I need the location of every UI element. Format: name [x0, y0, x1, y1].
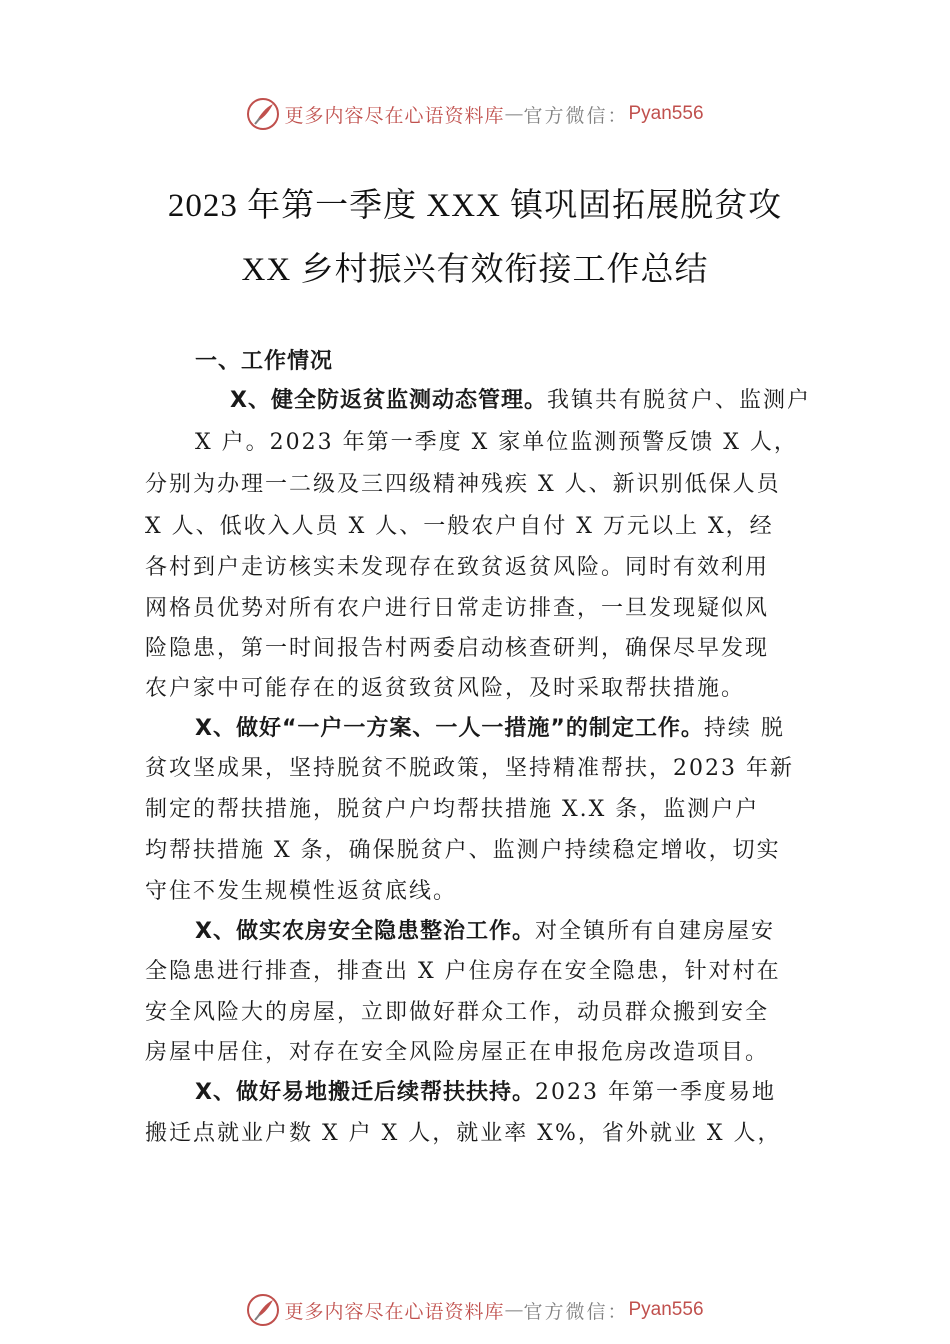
watermark-dash: — [504, 103, 524, 125]
body-line: X、做实农房安全隐患整治工作。对全镇所有自建房屋安 [195, 919, 775, 944]
body-line: 搬迁点就业户数 X 户 X 人，就业率 X%，省外就业 X 人， [145, 1121, 782, 1146]
watermark-label: 官方微信： [523, 104, 629, 127]
quill-logo-icon [246, 1293, 280, 1327]
body-line: 房屋中居住，对存在安全风险房屋正在申报危房改造项目。 [145, 1040, 770, 1065]
watermark-wechat-id: Pyan556 [628, 1299, 704, 1320]
section-heading: 一、工作情况 [195, 349, 334, 374]
paragraph-lead: X、做好“一户一方案、一人一措施”的制定工作。 [195, 716, 704, 741]
body-line: 全隐患进行排查，排查出 X 户住房存在安全隐患，针对村在 [145, 959, 781, 984]
body-line: 农户家中可能存在的返贫致贫风险，及时采取帮扶措施。 [145, 676, 746, 701]
paragraph-lead: X、做实农房安全隐患整治工作。 [195, 919, 535, 944]
watermark-wechat-id: Pyan556 [628, 103, 704, 124]
body-line: 安全风险大的房屋，立即做好群众工作，动员群众搬到安全 [145, 1000, 770, 1025]
quill-logo-icon [246, 97, 280, 131]
body-line: 险隐患，第一时间报告村两委启动核查研判，确保尽早发现 [145, 636, 770, 661]
watermark-bottom [0, 1290, 950, 1330]
paragraph-lead: X、做好易地搬迁后续帮扶扶持。 [195, 1080, 535, 1105]
watermark-top [0, 94, 950, 134]
document-title-line-1: 2023 年第一季度 XXX 镇巩固拓展脱贫攻 [167, 188, 783, 224]
body-line: X、做好易地搬迁后续帮扶扶持。2023 年第一季度易地 [195, 1080, 776, 1105]
watermark-dash: — [504, 1299, 524, 1321]
body-line: X、健全防返贫监测动态管理。我镇共有脱贫户、监测户 [230, 388, 811, 413]
watermark-brand: 更多内容尽在心语资料库 [284, 1300, 505, 1323]
body-line: 守住不发生规模性返贫底线。 [145, 879, 458, 904]
document-title-line-2: XX 乡村振兴有效衔接工作总结 [241, 252, 709, 288]
body-line: 分别为办理一二级及三四级精神残疾 X 人、新识别低保人员 [145, 472, 781, 497]
body-line: 制定的帮扶措施，脱贫户户均帮扶措施 X.X 条，监测户户 [145, 797, 760, 822]
body-line: 贫攻坚成果，坚持脱贫不脱政策，坚持精准帮扶，2023 年新 [145, 756, 794, 781]
paragraph-lead: X、健全防返贫监测动态管理。 [230, 388, 547, 413]
watermark-brand: 更多内容尽在心语资料库 [284, 104, 505, 127]
body-line: 各村到户走访核实未发现存在致贫返贫风险。同时有效利用 [145, 555, 770, 580]
body-line: X 户。2023 年第一季度 X 家单位监测预警反馈 X 人， [195, 430, 798, 455]
watermark-label: 官方微信： [523, 1300, 629, 1323]
body-line: 网格员优势对所有农户进行日常走访排查，一旦发现疑似风 [145, 596, 770, 621]
body-line: 均帮扶措施 X 条，确保脱贫户、监测户持续稳定增收，切实 [145, 838, 781, 863]
body-line: X、做好“一户一方案、一人一措施”的制定工作。持续 脱 [195, 716, 785, 741]
body-line: X 人、低收入人员 X 人、一般农户自付 X 万元以上 X，经 [145, 514, 774, 539]
